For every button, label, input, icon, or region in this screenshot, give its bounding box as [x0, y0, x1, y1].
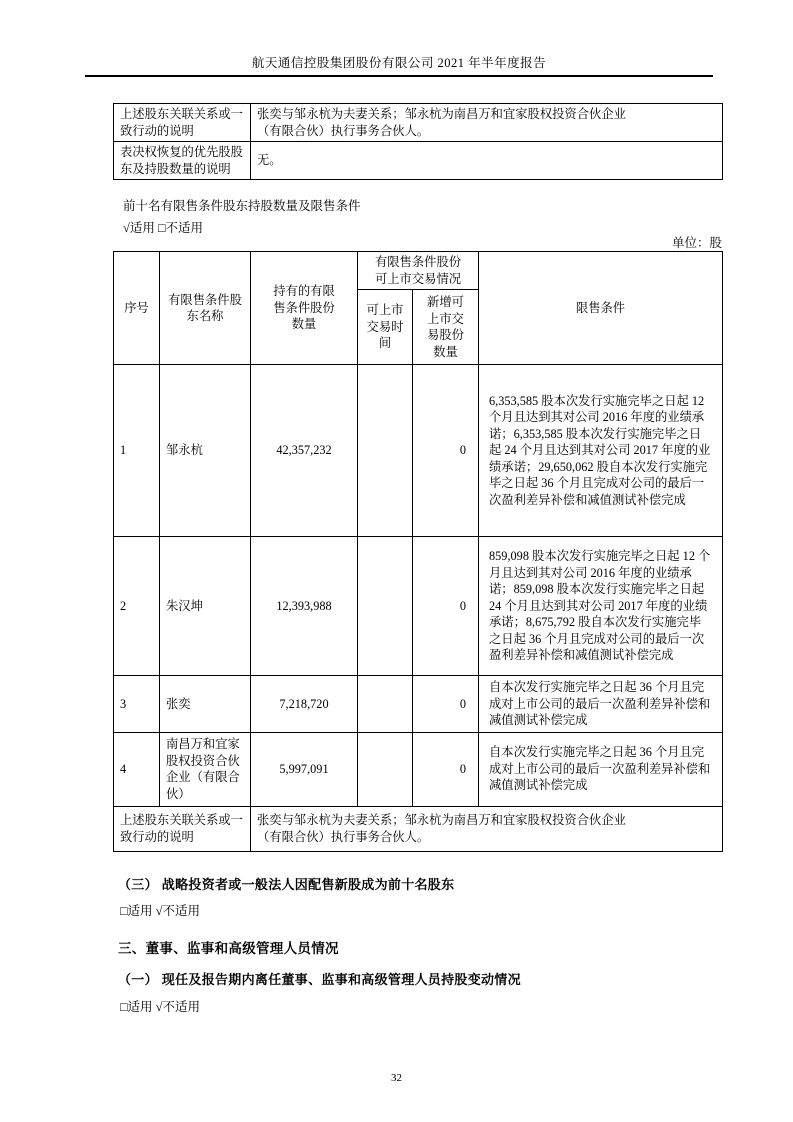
col-header-trading-group: [358, 252, 479, 290]
table-row: [114, 104, 723, 142]
section-heading-strategic-investors: （三） 战略投资者或一般法人因配售新股成为前十名股东: [118, 877, 455, 892]
col-header-no: 序号: [114, 252, 160, 365]
col-header-conditions: 限售条件: [479, 252, 723, 365]
cell-no: 2: [114, 537, 160, 676]
restricted-applicability-note: √适用 □不适用: [123, 221, 204, 235]
col-header-new-shares: 新增可上市交易股份数量: [413, 290, 479, 365]
cell-shareholder-name: 朱汉坤: [160, 537, 251, 676]
cell-conditions: 自本次发行实施完毕之日起 36 个月且完成对上市公司的最后一次盈利差异补偿和减值测试补偿完成: [479, 676, 723, 733]
report-header-title: 航天通信控股集团股份有限公司 2021 年半年度报告: [251, 56, 547, 70]
cell-trade-time: [358, 537, 413, 676]
cell-conditions: 859,098 股本次发行实施完毕之日起 12 个月且达到其对公司 2016 年度的业绩承诺；859,098 股本次发行实施完毕之日起 24 个月且达到其对公司 2017 年度的业绩承诺；8,675,792 股自本次发行实施完毕之日起 36 个月且完成对公司的最后一次盈利差异补偿和减值测试补偿完成: [479, 537, 723, 676]
table-header-row: [114, 252, 723, 290]
col-header-trading-group-text: 有限售条件股份可上市交易情况: [374, 255, 462, 286]
cell-shares: 42,357,232: [251, 365, 358, 537]
cell-shareholder-name: 邹永杭: [160, 365, 251, 537]
section-heading-directors: 三、董事、监事和高级管理人员情况: [118, 941, 339, 956]
table-row: [114, 537, 723, 676]
relation-value-text: 张奕与邹永杭为夫妻关系；邹永杭为南昌万和宜家股权投资合伙企业（有限合伙）执行事务合伙人。: [257, 107, 626, 138]
preferred-label-cell: 表决权恢复的优先股股东及持股数量的说明: [114, 142, 251, 180]
cell-trade-time: [358, 732, 413, 806]
restricted-shares-table: [113, 251, 723, 852]
cell-new-shares: 0: [413, 365, 479, 537]
cell-new-shares: 0: [413, 537, 479, 676]
footer-value-text: 张奕与邹永杭为夫妻关系；邹永杭为南昌万和宜家股权投资合伙企业（有限合伙）执行事务合伙人。: [257, 813, 626, 844]
table-footer-row: [114, 806, 723, 851]
cell-shareholder-name: 南昌万和宜家股权投资合伙企业（有限合伙）: [160, 732, 251, 806]
cell-no: 1: [114, 365, 160, 537]
cell-shares: 5,997,091: [251, 732, 358, 806]
cell-shares: 7,218,720: [251, 676, 358, 733]
col-header-name: 有限售条件股东名称: [160, 252, 251, 365]
subsection-heading-shareholding-change: （一） 现任及报告期内离任董事、监事和高级管理人员持股变动情况: [118, 972, 521, 987]
relation-note-table: [113, 103, 723, 180]
preferred-value-text: 无。: [257, 153, 282, 168]
table-row: [114, 732, 723, 806]
footer-label-cell: 上述股东关联关系或一致行动的说明: [114, 806, 251, 851]
table-row: [114, 676, 723, 733]
preferred-value-cell: [251, 142, 723, 180]
strategic-applicability-note: □适用 √不适用: [120, 904, 201, 918]
col-header-trade-time: 可上市交易时间: [358, 290, 413, 365]
cell-shares: 12,393,988: [251, 537, 358, 676]
cell-trade-time: [358, 365, 413, 537]
col-header-shares: 持有的有限售条件股份数量: [251, 252, 358, 365]
page-number: 32: [391, 1072, 402, 1084]
table-row: [114, 142, 723, 180]
cell-no: 4: [114, 732, 160, 806]
cell-new-shares: 0: [413, 732, 479, 806]
cell-no: 3: [114, 676, 160, 733]
table-row: [114, 365, 723, 537]
restricted-section-title: 前十名有限售条件股东持股数量及限售条件: [123, 199, 361, 213]
cell-conditions: 自本次发行实施完毕之日起 36 个月且完成对上市公司的最后一次盈利差异补偿和减值测试补偿完成: [479, 732, 723, 806]
cell-new-shares: 0: [413, 676, 479, 733]
relation-label-cell: 上述股东关联关系或一致行动的说明: [114, 104, 251, 142]
footer-value-cell: [251, 806, 723, 851]
shareholding-change-applicability-note: □适用 √不适用: [120, 1000, 201, 1014]
cell-trade-time: [358, 676, 413, 733]
cell-shareholder-name: 张奕: [160, 676, 251, 733]
cell-conditions: 6,353,585 股本次发行实施完毕之日起 12 个月且达到其对公司 2016 年度的业绩承诺；6,353,585 股本次发行实施完毕之日起 24 个月且达到其对公司 2017 年度的业绩承诺；29,650,062 股自本次发行实施完毕之日起 36 个月且完成对公司的最后一次盈利差异补偿和减值测试补偿完成: [479, 365, 723, 537]
header-rule: [85, 75, 713, 77]
unit-label: 单位：股: [671, 236, 722, 250]
relation-value-cell: [251, 104, 723, 142]
